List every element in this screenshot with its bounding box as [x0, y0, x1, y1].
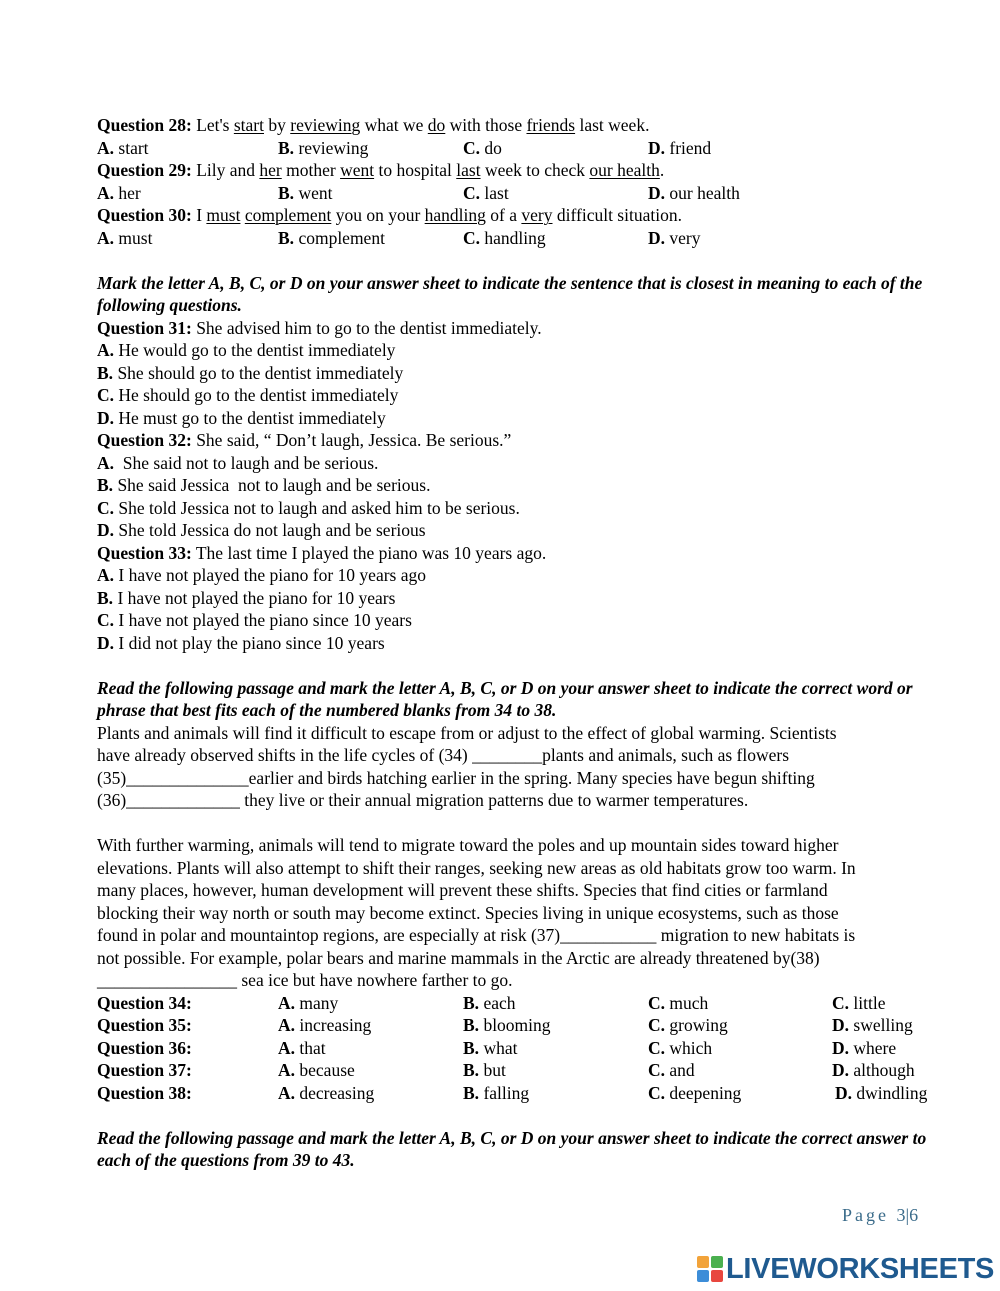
option-d[interactable]	[97, 519, 957, 542]
options-row-29	[97, 182, 957, 205]
text-fragment: A.	[97, 452, 115, 473]
text-fragment: complement	[294, 227, 385, 248]
passage-line: (36)_____________ they live or their annual migration patterns due to warmer temperatures.	[97, 790, 749, 810]
option-a[interactable]	[278, 1014, 371, 1037]
text-fragment: B.	[97, 475, 114, 495]
option-b[interactable]	[278, 227, 385, 250]
underlined-word: went	[340, 160, 375, 180]
text-fragment: D.	[832, 1037, 850, 1058]
option-b[interactable]	[97, 362, 957, 385]
cloze-row-38	[97, 1082, 957, 1105]
option-b[interactable]	[463, 1082, 529, 1105]
cloze-row-37	[97, 1059, 957, 1082]
text-fragment: He would go to the dentist immediately	[114, 340, 396, 360]
option-c[interactable]	[97, 609, 957, 632]
text-fragment: B.	[463, 1015, 480, 1035]
text-fragment: He must go to the dentist immediately	[114, 407, 386, 428]
text-fragment: C.	[463, 182, 481, 203]
text-fragment: B.	[97, 587, 114, 608]
option-d[interactable]	[97, 632, 957, 655]
question-text: what we	[360, 115, 428, 135]
option-a[interactable]	[97, 564, 957, 587]
text-fragment: last	[480, 182, 509, 203]
text-fragment: C.	[832, 992, 850, 1013]
underlined-word: complement	[244, 205, 332, 225]
text-fragment: D.	[832, 1060, 850, 1080]
text-fragment: Lily and	[196, 160, 260, 180]
option-d[interactable]	[648, 137, 711, 160]
text-fragment: that	[295, 1037, 326, 1058]
text-fragment: and	[665, 1060, 695, 1080]
option-c[interactable]	[463, 227, 546, 250]
cloze-row-34	[97, 992, 957, 1015]
brand-name: LIVEWORKSHEETS	[726, 1252, 995, 1285]
text-fragment: She should go to the dentist immediately	[113, 362, 404, 383]
question-text: with those	[445, 115, 527, 135]
text-fragment: dwindling	[852, 1082, 928, 1103]
text-fragment: A.	[97, 340, 115, 360]
question-31	[97, 317, 957, 340]
instruction-paraphrase: Mark the letter A, B, C, or D on your answer sheet to indicate the sentence that is closest in meaning to each of the following questions.	[97, 272, 923, 315]
question-label: Question 31:	[97, 317, 192, 338]
text-fragment: A.	[278, 1037, 296, 1058]
underlined-word: start	[233, 115, 264, 135]
question-30	[97, 204, 957, 227]
option-c[interactable]	[648, 1014, 728, 1037]
text-fragment: C.	[97, 610, 115, 630]
text-fragment: B.	[278, 137, 295, 158]
option-c[interactable]	[463, 137, 502, 160]
text-fragment: blooming	[479, 1015, 551, 1035]
text-fragment: D.	[97, 632, 115, 653]
text-fragment: She told Jessica do not laugh and be serious	[114, 520, 426, 540]
text-fragment: I have not played the piano for 10 years ago	[114, 565, 426, 585]
text-fragment: B.	[463, 992, 480, 1013]
instruction-reading: Read the following passage and mark the letter A, B, C, or D on your answer sheet to indicate the correct answer to each of the questions from 39 to 43.	[97, 1127, 927, 1170]
text-fragment: A.	[278, 992, 296, 1013]
question-28	[97, 114, 957, 137]
question-29	[97, 159, 957, 182]
text-fragment: many	[295, 992, 339, 1013]
text-fragment: C.	[463, 137, 481, 158]
option-c[interactable]	[97, 384, 957, 407]
passage-line: blocking their way north or south may become extinct. Species living in unique ecosystems, such as those	[97, 902, 839, 923]
option-c[interactable]	[648, 1037, 712, 1060]
text-fragment: B.	[463, 1037, 480, 1058]
text-fragment: deepening	[665, 1082, 742, 1103]
option-c[interactable]	[648, 1059, 695, 1082]
underlined-word: last	[456, 160, 481, 180]
page-total: 6	[909, 1205, 919, 1225]
underlined-word: reviewing	[290, 115, 361, 135]
underlined-word: our health	[589, 160, 660, 180]
option-a[interactable]	[97, 137, 149, 160]
option-d[interactable]	[832, 992, 885, 1015]
text-fragment: D.	[832, 1015, 850, 1035]
text-fragment: because	[295, 1060, 355, 1080]
text-fragment: A.	[97, 565, 115, 585]
option-a[interactable]	[278, 992, 338, 1015]
page-word: Page	[842, 1205, 889, 1225]
question-label: Question 35:	[97, 1015, 192, 1035]
text-fragment: very	[665, 227, 701, 248]
option-d[interactable]	[97, 407, 957, 430]
option-b[interactable]	[97, 587, 957, 610]
text-fragment: D.	[648, 137, 666, 158]
question-label: Question 38:	[97, 1082, 192, 1103]
question-label: Question 36:	[97, 1037, 192, 1058]
question-label: Question 30:	[97, 205, 192, 225]
passage-line: ________________ sea ice but have nowhere farther to go.	[97, 970, 513, 990]
option-a[interactable]	[278, 1037, 326, 1060]
text-fragment: .	[659, 160, 665, 180]
option-b[interactable]	[463, 1037, 517, 1060]
option-d[interactable]	[648, 182, 740, 205]
text-fragment: C.	[463, 227, 481, 248]
text-fragment: although	[849, 1060, 915, 1080]
passage-line: have already observed shifts in the life cycles of (34) ________plants and animals, such as flowers	[97, 745, 790, 765]
passage-line: Plants and animals will find it difficult to escape from or adjust to the effect of global warming. Scientists	[97, 722, 837, 743]
text-fragment: where	[849, 1037, 897, 1058]
passage-line: not possible. For example, polar bears and marine mammals in the Arctic are already threatened by(38)	[97, 947, 820, 968]
underlined-word: her	[259, 160, 282, 180]
text-fragment: falling	[479, 1082, 530, 1103]
text-fragment: I have not played the piano since 10 years	[114, 610, 412, 630]
text-fragment: I did not play the piano since 10 years	[114, 632, 385, 653]
option-c[interactable]	[648, 1082, 741, 1105]
option-d[interactable]	[832, 1037, 896, 1060]
option-b[interactable]	[278, 137, 368, 160]
option-a[interactable]	[97, 182, 141, 205]
cloze-row-35	[97, 1014, 957, 1037]
underlined-word: must	[206, 205, 241, 225]
text-fragment: do	[480, 137, 502, 158]
text-fragment: her	[114, 182, 141, 203]
question-label: Question 29:	[97, 160, 192, 180]
page-indicator	[842, 1205, 918, 1226]
text-fragment: but	[479, 1060, 506, 1080]
text-fragment: mother	[281, 160, 341, 180]
text-fragment: what	[479, 1037, 518, 1058]
text-fragment: reviewing	[294, 137, 369, 158]
passage-line: (35)______________earlier and birds hatching earlier in the spring. Many species have begun shifting	[97, 767, 815, 788]
passage-line: found in polar and mountaintop regions, are especially at risk (37)___________ migration to new habitats is	[97, 925, 856, 945]
text-fragment: each	[479, 992, 516, 1013]
text-fragment: week to check	[480, 160, 590, 180]
option-a[interactable]	[97, 227, 152, 250]
text-fragment: which	[665, 1037, 713, 1058]
option-a[interactable]	[97, 339, 957, 362]
text-fragment: swelling	[849, 1015, 913, 1035]
text-fragment: D.	[648, 182, 666, 203]
option-b[interactable]	[278, 182, 332, 205]
option-b[interactable]	[463, 992, 516, 1015]
text-fragment: you on your	[331, 205, 425, 225]
text-fragment: B.	[463, 1060, 480, 1080]
instruction-cloze: Read the following passage and mark the letter A, B, C, or D on your answer sheet to indicate the correct word or phrase that best fits each of the numbered blanks from 34 to 38.	[97, 677, 913, 720]
passage-line: many places, however, human development will prevent these shifts. Species that find cities or farmland	[97, 880, 828, 900]
question-33	[97, 542, 957, 565]
option-c[interactable]	[648, 992, 708, 1015]
text-fragment: handling	[480, 227, 546, 248]
text-fragment: He should go to the dentist immediately	[114, 385, 399, 405]
text-fragment: B.	[278, 227, 295, 248]
text-fragment: I have not played the piano for 10 years	[113, 587, 396, 608]
text-fragment: decreasing	[295, 1082, 375, 1103]
question-label: Question 32:	[97, 430, 192, 450]
passage-line: elevations. Plants will also attempt to shift their ranges, seeking new areas as old habitats grow too warm. In	[97, 857, 856, 878]
text-fragment: to hospital	[374, 160, 457, 180]
text-fragment: C.	[97, 385, 115, 405]
text-fragment: little	[849, 992, 886, 1013]
options-row-30	[97, 227, 957, 250]
text-fragment: She told Jessica not to laugh and asked him to be serious.	[114, 497, 520, 518]
text-fragment: D.	[97, 407, 115, 428]
text-fragment: She said Jessica not to laugh and be serious.	[113, 475, 431, 495]
option-d[interactable]	[835, 1082, 927, 1105]
text-fragment: C.	[648, 1082, 666, 1103]
text-fragment: start	[114, 137, 149, 158]
text-fragment: difficult situation.	[552, 205, 682, 225]
option-b[interactable]	[463, 1059, 506, 1082]
text-fragment: C.	[648, 1060, 666, 1080]
text-fragment: B.	[278, 182, 295, 203]
text-fragment: friend	[665, 137, 712, 158]
text-fragment: A.	[97, 227, 115, 248]
text-fragment: A.	[278, 1015, 296, 1035]
text-fragment: D.	[835, 1082, 853, 1103]
question-text: The last time I played the piano was 10 years ago.	[191, 542, 547, 563]
question-text: by	[264, 115, 291, 135]
option-a[interactable]	[97, 452, 957, 475]
text-fragment: our health	[665, 182, 740, 203]
option-b[interactable]	[463, 1014, 551, 1037]
text-fragment: growing	[665, 1015, 728, 1035]
option-d[interactable]	[832, 1059, 915, 1082]
page-separator: |	[905, 1205, 910, 1225]
question-label: Question 33:	[97, 542, 192, 563]
text-fragment: C.	[648, 1037, 666, 1058]
underlined-word: do	[427, 115, 446, 135]
question-text: Let's	[196, 115, 234, 135]
text-fragment: must	[114, 227, 153, 248]
text-fragment: C.	[648, 1015, 666, 1035]
question-text: last week.	[575, 115, 650, 135]
option-d[interactable]	[832, 1014, 913, 1037]
text-fragment: D.	[97, 520, 115, 540]
text-fragment: A.	[97, 182, 115, 203]
liveworksheets-icon	[697, 1256, 723, 1282]
text-fragment: B.	[463, 1082, 480, 1103]
text-fragment: B.	[97, 362, 114, 383]
worksheet-page	[97, 114, 957, 1172]
text-fragment: A.	[97, 137, 115, 158]
page-number: 3	[896, 1205, 906, 1225]
option-d[interactable]	[648, 227, 701, 250]
passage-line: With further warming, animals will tend to migrate toward the poles and up mountain sides toward higher	[97, 835, 839, 855]
liveworksheets-logo	[697, 1251, 994, 1287]
underlined-word: handling	[424, 205, 486, 225]
text-fragment: much	[665, 992, 709, 1013]
text-fragment: D.	[648, 227, 666, 248]
option-c[interactable]	[97, 497, 957, 520]
option-c[interactable]	[463, 182, 509, 205]
text-fragment: A.	[278, 1060, 296, 1080]
text-fragment: of a	[485, 205, 522, 225]
text-fragment: went	[294, 182, 333, 203]
text-fragment: She said not to laugh and be serious.	[114, 452, 379, 473]
question-label: Question 37:	[97, 1060, 192, 1080]
question-label: Question 34:	[97, 992, 192, 1013]
underlined-word: friends	[526, 115, 576, 135]
options-row-28	[97, 137, 957, 160]
question-text: She advised him to go to the dentist immediately.	[191, 317, 542, 338]
text-fragment: increasing	[295, 1015, 372, 1035]
cloze-row-36	[97, 1037, 957, 1060]
underlined-word: very	[521, 205, 553, 225]
option-b[interactable]	[97, 474, 957, 497]
text-fragment: A.	[278, 1082, 296, 1103]
text-fragment: I	[196, 205, 207, 225]
option-a[interactable]	[278, 1059, 355, 1082]
question-label: Question 28:	[97, 115, 192, 135]
text-fragment: C.	[97, 497, 115, 518]
option-a[interactable]	[278, 1082, 374, 1105]
question-32	[97, 429, 957, 452]
question-text: She said, “ Don’t laugh, Jessica. Be serious.”	[191, 430, 512, 450]
text-fragment: C.	[648, 992, 666, 1013]
